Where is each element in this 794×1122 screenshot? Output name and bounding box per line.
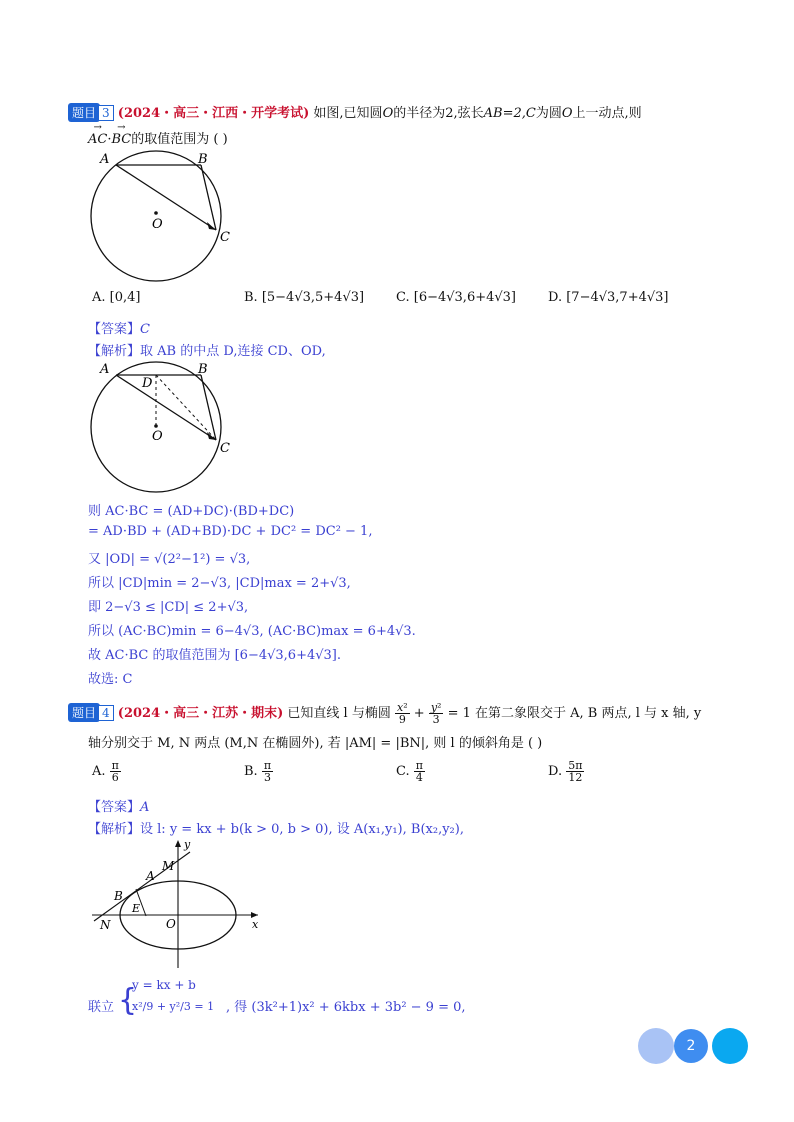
q4-fig-label-y: y [184,838,191,851]
q4-figure [86,836,266,972]
q3-stem-4: 为圆 [535,106,562,121]
q3-step-7: 故 AC·BC 的取值范围为 [6−4√3,6+4√3]. [88,648,341,663]
q4-option-d-num: 5π [568,759,583,772]
q3-fig1-label-a: A [100,152,110,167]
q4-system-brace: { [118,983,138,1018]
q4-option-a-num: π [111,759,119,772]
q4-tag: 题目 [68,703,100,722]
q4-option-a-label: A. [92,764,106,779]
q3-step-4: 所以 |CD|min = 2−√3, |CD|max = 2+√3, [88,576,351,591]
q4-fig-label-a: A [146,869,155,883]
q3-header: 题目 3 (2024・高三・江西・开学考试) 如图,已知圆O的半径为2,弦长AB=2,C为圆O上一动点,则 [68,102,642,122]
q3-option-d: D. [7−4√3,7+4√3] [548,290,669,305]
q3-analysis-label: 【解析】 [88,344,141,359]
q3-fig1-label-c: C [220,230,230,245]
q4-option-a-den: 6 [111,771,119,784]
page-number: 2 [686,1038,696,1054]
q3-figure-2 [86,360,246,500]
q3-step-6: 所以 (AC·BC)min = 6−4√3, (AC·BC)max = 6+4√3. [88,624,416,639]
q4-option-a [92,760,121,783]
q4-system-result: , 得 (3k²+1)x² + 6kbx + 3b² − 9 = 0, [226,1000,466,1015]
q3-step-8: 故选: C [88,672,133,687]
q3-option-a: A. [0,4] [92,290,141,305]
q3-fig2-label-d: D [142,376,153,391]
q4-analysis-first: 设 l: y = kx + b(k > 0, b > 0), 设 A(x₁,y₁), B(x₂,y₂), [140,822,464,837]
q4-number: 4 [98,705,114,721]
q4-fig-label-o: O [166,917,176,931]
q3-tag: 题目 [68,103,100,122]
q3-figure-1 [86,150,246,290]
q4-fig-label-x: x [252,918,259,931]
q4-analysis [88,818,464,837]
q3-analysis [88,340,326,359]
q3-fig2-label-o: O [152,429,163,444]
q3-stem-3: AB=2, [483,106,526,121]
q4-analysis-label: 【解析】 [88,822,141,837]
q4-option-b-den: 3 [263,771,271,784]
q3-option-c: C. [6−4√3,6+4√3] [396,290,517,305]
page-badge-circle-left [638,1028,674,1064]
q4-system-line1: y = kx + b [132,978,196,992]
q4-answer [88,796,149,815]
q4-option-b-num: π [263,759,272,772]
q4-option-d-label: D. [548,764,563,779]
q4-fig-label-b: B [114,889,123,903]
q3-answer-label: 【答案】 [88,322,141,337]
q3-stem-2: 的半径为2,弦长 [393,106,484,121]
q4-option-c-den: 4 [415,771,423,784]
q4-answer-label: 【答案】 [88,800,141,815]
q3-number: 3 [98,105,114,121]
q3-answer [88,318,150,337]
q3-fig2-label-b: B [198,362,208,377]
q4-fig-label-n: N [100,918,111,932]
q4-header: 题目 4 (2024・高三・江苏・期末) 已知直线 l 与椭圆 $\frac{\text{x²}}{9}$ + $\frac{\text{y²}}{3}$ = 1 在第二象限交于 A, B 两点, l 与 x 轴, y [68,702,701,725]
q4-system-line2: x²/9 + y²/3 = 1 [132,1000,215,1013]
q4-option-c [396,760,425,783]
q4-option-b [244,760,273,783]
page-badge-circle-right [712,1028,748,1064]
q3-step-1: 则 AC·BC = (AD+DC)·(BD+DC) [88,504,295,519]
q3-step-2: = AD·BD + (AD+BD)·DC + DC² = DC² − 1, [88,524,373,539]
q4-option-d-den: 12 [568,771,583,784]
q4-fig-label-m: M [162,859,175,873]
q4-answer-value: A [140,800,150,815]
q4-line2: 轴分别交于 M, N 两点 (M,N 在椭圆外), 若 |AM| = |BN|, 则 l 的倾斜角是 ( ) [88,736,543,751]
q3-stem-1: 如图,已知圆 [313,106,383,121]
q3-source: (2024・高三・江西・开学考试) [117,106,310,121]
q3-analysis-first: 取 AB 的中点 D,连接 CD、OD, [140,344,326,359]
q4-option-c-num: π [415,759,423,772]
q4-system-prefix: 联立 [88,1000,115,1015]
q3-line2-text: 的取值范围为 ( ) [131,132,228,147]
q3-answer-value: C [140,322,150,337]
q3-fig2-label-a: A [100,362,110,377]
q3-line2: → AC·→ BC的取值范围为 ( ) [88,128,228,147]
q4-option-b-label: B. [244,764,258,779]
q3-step-5: 即 2−√3 ≤ |CD| ≤ 2+√3, [88,600,249,615]
q3-stem-5: 上一动点,则 [572,106,642,121]
q3-fig2-label-c: C [220,441,230,456]
q3-fig1-label-o: O [152,217,163,232]
q3-option-b: B. [5−4√3,5+4√3] [244,290,365,305]
q4-stem-a: 已知直线 l 与椭圆 [287,706,391,721]
q4-source: (2024・高三・江苏・期末) [117,706,284,721]
q4-option-c-label: C. [396,764,410,779]
q4-fig-label-e: E [132,902,141,915]
q4-stem-b: = 1 在第二象限交于 A, B 两点, l 与 x 轴, y [447,706,702,721]
q4-option-d [548,760,584,783]
q3-step-3: 又 |OD| = √(2²−1²) = √3, [88,552,251,567]
q3-fig1-label-b: B [198,152,208,167]
